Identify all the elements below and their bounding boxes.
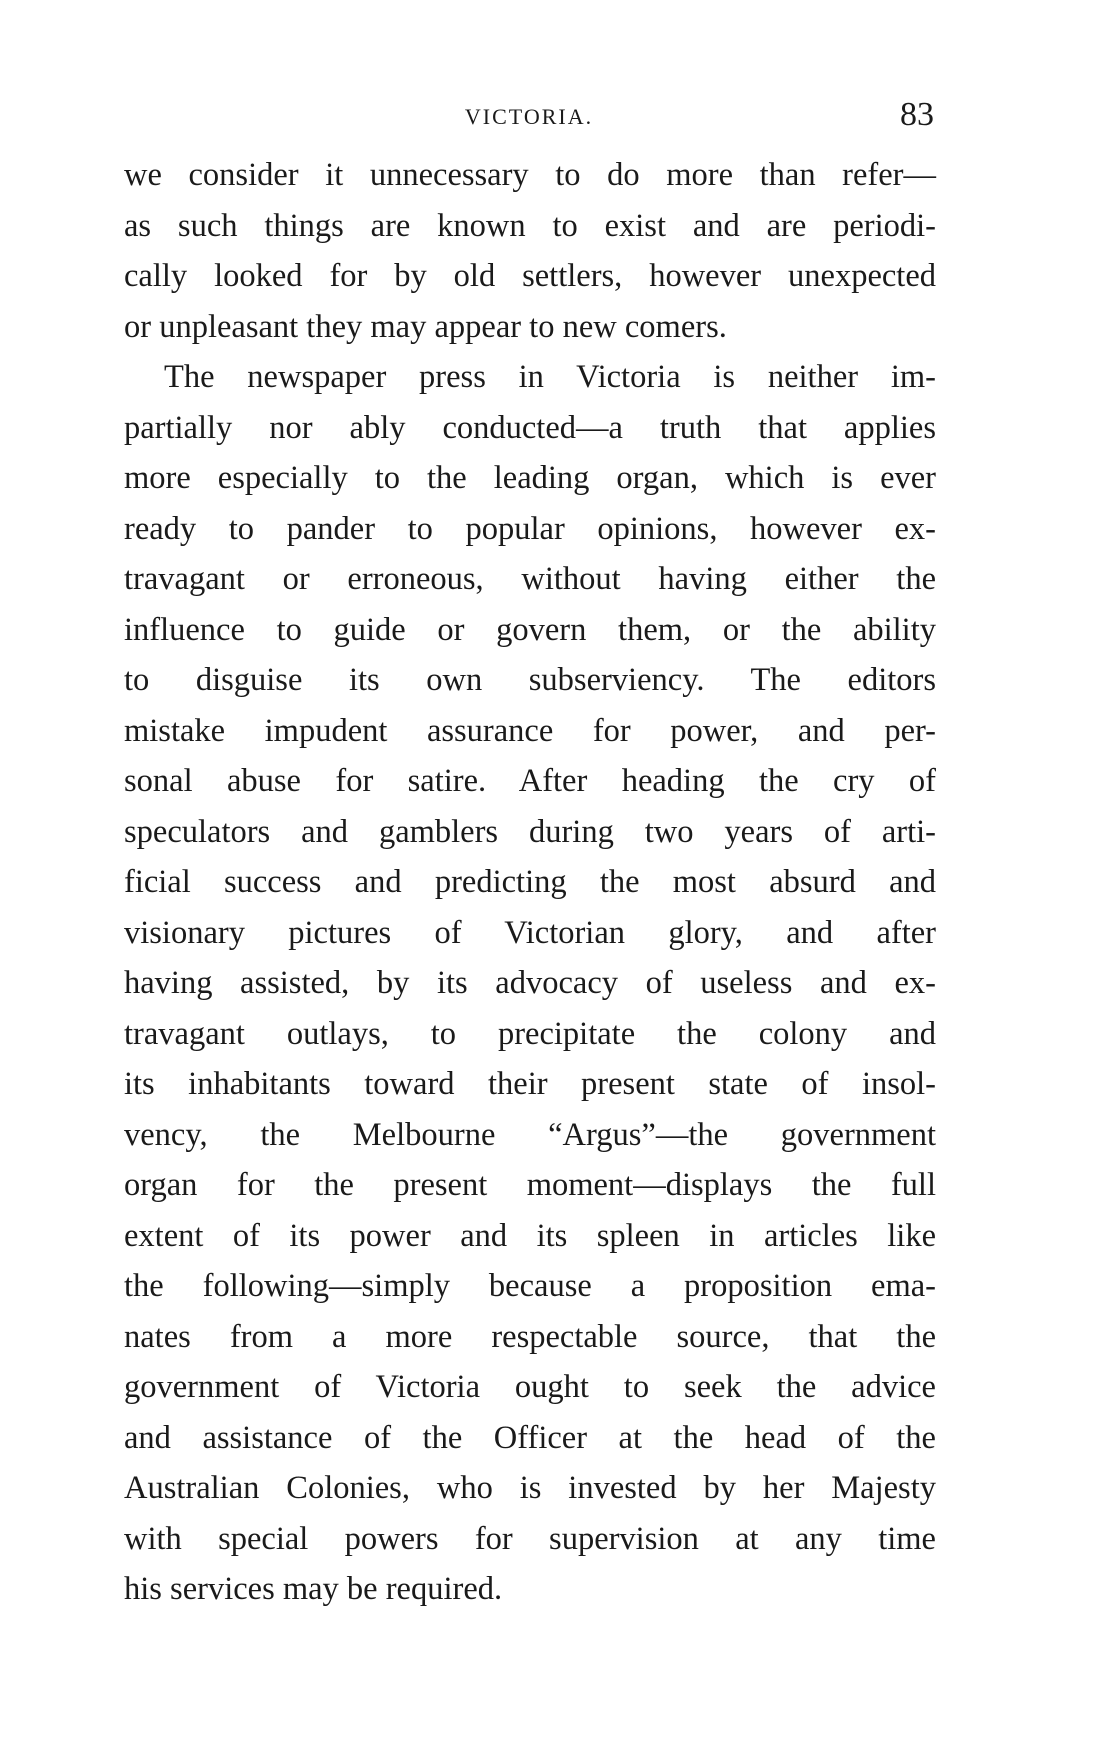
text-line: partially nor ably conducted—a truth that applies	[124, 409, 936, 446]
text-line: his services may be required.	[124, 1571, 503, 1607]
running-title: VICTORIA.	[464, 104, 594, 129]
text-line: vency, the Melbourne “Argus”—the government	[124, 1116, 936, 1153]
text-line: cally looked for by old settlers, however unexpected	[124, 258, 936, 294]
text-line: its inhabitants toward their present state of insol-	[124, 1066, 936, 1102]
page-number: 83	[900, 96, 934, 133]
text-line: ficial success and predicting the most absurd and	[124, 864, 936, 900]
text-line: we consider it unnecessary to do more than refer—	[124, 157, 936, 193]
body-text	[124, 150, 936, 1615]
text-line: The newspaper press in Victoria is neither im-	[164, 359, 936, 395]
text-line: organ for the present moment—displays the full	[124, 1167, 936, 1203]
text-line: as such things are known to exist and are periodi-	[124, 207, 936, 244]
text-line: sonal abuse for satire. After heading the cry of	[124, 763, 936, 799]
text-line: speculators and gamblers during two years of arti-	[124, 813, 936, 850]
text-line: or unpleasant they may appear to new comers.	[124, 308, 727, 345]
text-line: with special powers for supervision at any time	[124, 1520, 936, 1557]
text-line: more especially to the leading organ, which is ever	[124, 460, 936, 496]
running-head	[124, 96, 934, 136]
text-line: extent of its power and its spleen in articles like	[124, 1217, 936, 1254]
text-line: government of Victoria ought to seek the advice	[124, 1369, 936, 1405]
text-line: and assistance of the Officer at the head of the	[124, 1419, 936, 1456]
text-line: Australian Colonies, who is invested by her Majesty	[124, 1470, 936, 1506]
text-line: travagant outlays, to precipitate the colony and	[124, 1015, 936, 1052]
text-line: nates from a more respectable source, that the	[124, 1318, 936, 1355]
text-line: the following—simply because a proposition ema-	[124, 1268, 936, 1304]
text-line: visionary pictures of Victorian glory, and after	[124, 914, 936, 951]
text-line: having assisted, by its advocacy of useless and ex-	[124, 965, 936, 1001]
text-line: to disguise its own subserviency. The editors	[124, 662, 936, 698]
text-line: ready to pander to popular opinions, however ex-	[124, 510, 936, 547]
text-line: mistake impudent assurance for power, and per-	[124, 712, 936, 749]
text-line: travagant or erroneous, without having either the	[124, 561, 936, 597]
text-line: influence to guide or govern them, or the ability	[124, 611, 936, 648]
